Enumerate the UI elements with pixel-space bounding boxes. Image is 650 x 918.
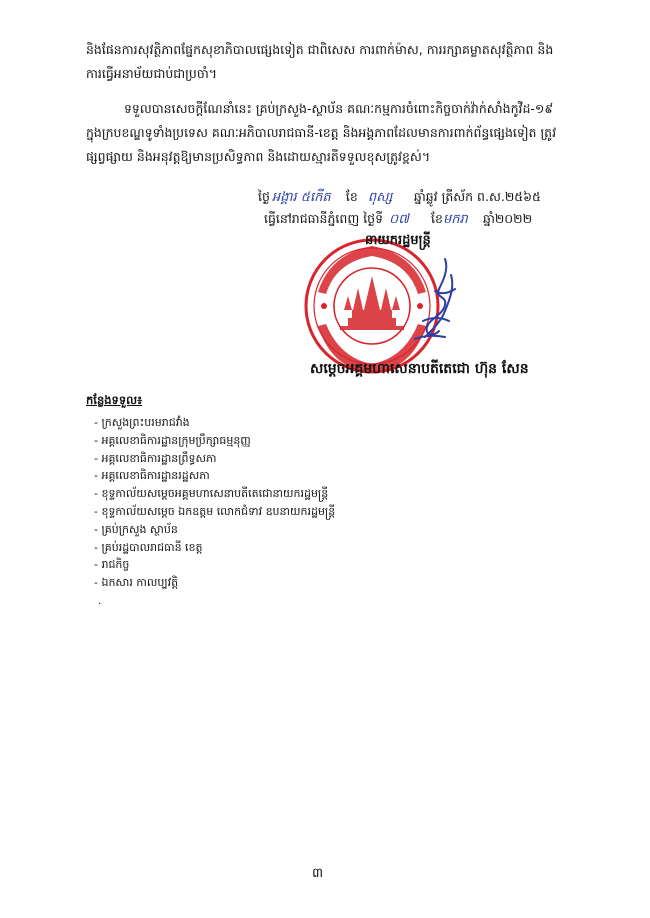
list-item: - ក្រសួងព្រះបរមរាជវាំង — [94, 414, 335, 432]
recipients-section — [86, 393, 335, 592]
stray-dot: . — [98, 596, 102, 607]
lunar-month-handwritten: ពុស្ស — [367, 190, 393, 205]
paragraph-2 — [86, 97, 586, 169]
list-item: - គ្រប់ក្រសួង ស្ថាប័ន — [94, 521, 335, 539]
paragraph-1-line-1: និងផែនការសុវត្ថិភាពផ្នែកសុខាភិបាលផ្សេងទៀត ជាពិសេស ការពាក់ម៉ាស, ការរក្សាគម្លាតសុវត្ថិភាព និង — [86, 42, 554, 57]
list-item: - អគ្គលេខាធិការដ្ឋានរដ្ឋសភា — [94, 467, 335, 485]
list-item: - រាជកិច្ច — [94, 556, 335, 574]
solar-month-handwritten: មករា — [442, 212, 468, 227]
list-item: - គ្រប់រដ្ឋបាលរាជធានី ខេត្ត — [94, 539, 335, 557]
date-block — [258, 189, 598, 233]
list-item: - ខុទ្ទកាល័យសម្ដេច ឯកឧត្តម លោកជំទាវ ឧបនាយករដ្ឋមន្ត្រី — [94, 503, 335, 521]
lunar-day-handwritten: អង្គារ ៥កើត — [271, 190, 331, 205]
day-number-handwritten: ០៧ — [389, 212, 409, 227]
lunar-date-row — [258, 189, 598, 211]
year: ឆ្នាំ២០២២ — [482, 211, 533, 226]
paragraph-1 — [86, 38, 586, 86]
place-prefix: ធ្វើនៅរាជធានីភ្នំពេញ ថ្ងៃទី — [264, 211, 384, 226]
paragraph-1-line-2: ការធ្វើអនាម័យជាប់ជាប្រចាំ។ — [86, 66, 217, 81]
signatory-role: នាយករដ្ឋមន្ត្រី — [365, 233, 431, 248]
paragraph-2-line-1: ទទួលបានសេចក្ដីណែនាំនេះ គ្រប់ក្រសួង-ស្ថាប័ន គណៈកម្មការចំពោះកិច្ចចាក់វ៉ាក់សាំងកូវីដ-១៩ — [124, 101, 554, 116]
signature-icon — [405, 255, 475, 345]
recipients-heading: កន្លែងទទួល៖ — [86, 393, 143, 407]
list-item: - ឯកសារ កាលប្បវត្តិ — [94, 574, 335, 592]
signatory-name: សម្តេចអគ្គមហាសេនាបតីតេជោ ហ៊ុន សែន — [310, 361, 529, 377]
list-item: - ខុទ្ទកាល័យសម្ដេចអគ្គមហាសេនាបតីតេជោនាយករដ្ឋមន្ត្រី — [94, 485, 335, 503]
paragraph-2-line-2: ក្នុងក្របខណ្ឌទូទាំងប្រទេស គណៈអភិបាលរាជធានី-ខេត្ត និងអង្គភាពដែលមានការពាក់ព័ន្ធផ្សេងទៀត ត្រូវ — [86, 125, 557, 140]
recipients-list — [86, 414, 335, 592]
page-number: ៣ — [312, 866, 324, 881]
lunar-year: ឆ្នាំឆ្លូវ ត្រីស័ក ព.ស.២៥៦៥ — [413, 189, 541, 204]
list-item: - អគ្គលេខាធិការដ្ឋានក្រុមប្រឹក្សាធម្មនុញ្ញ — [94, 432, 335, 450]
solar-date-row — [258, 211, 598, 233]
month-prefix-2: ខែ — [431, 211, 443, 226]
day-prefix: ថ្ងៃ — [258, 189, 270, 204]
month-prefix: ខែ — [345, 189, 358, 204]
paragraph-2-line-3: ផ្សព្វផ្សាយ និងអនុវត្តឱ្យមានប្រសិទ្ធភាព និងដោយស្មារតីទទួលខុសត្រូវខ្ពស់។ — [86, 149, 431, 164]
list-item: - អគ្គលេខាធិការដ្ឋានព្រឹទ្ធសភា — [94, 450, 335, 468]
